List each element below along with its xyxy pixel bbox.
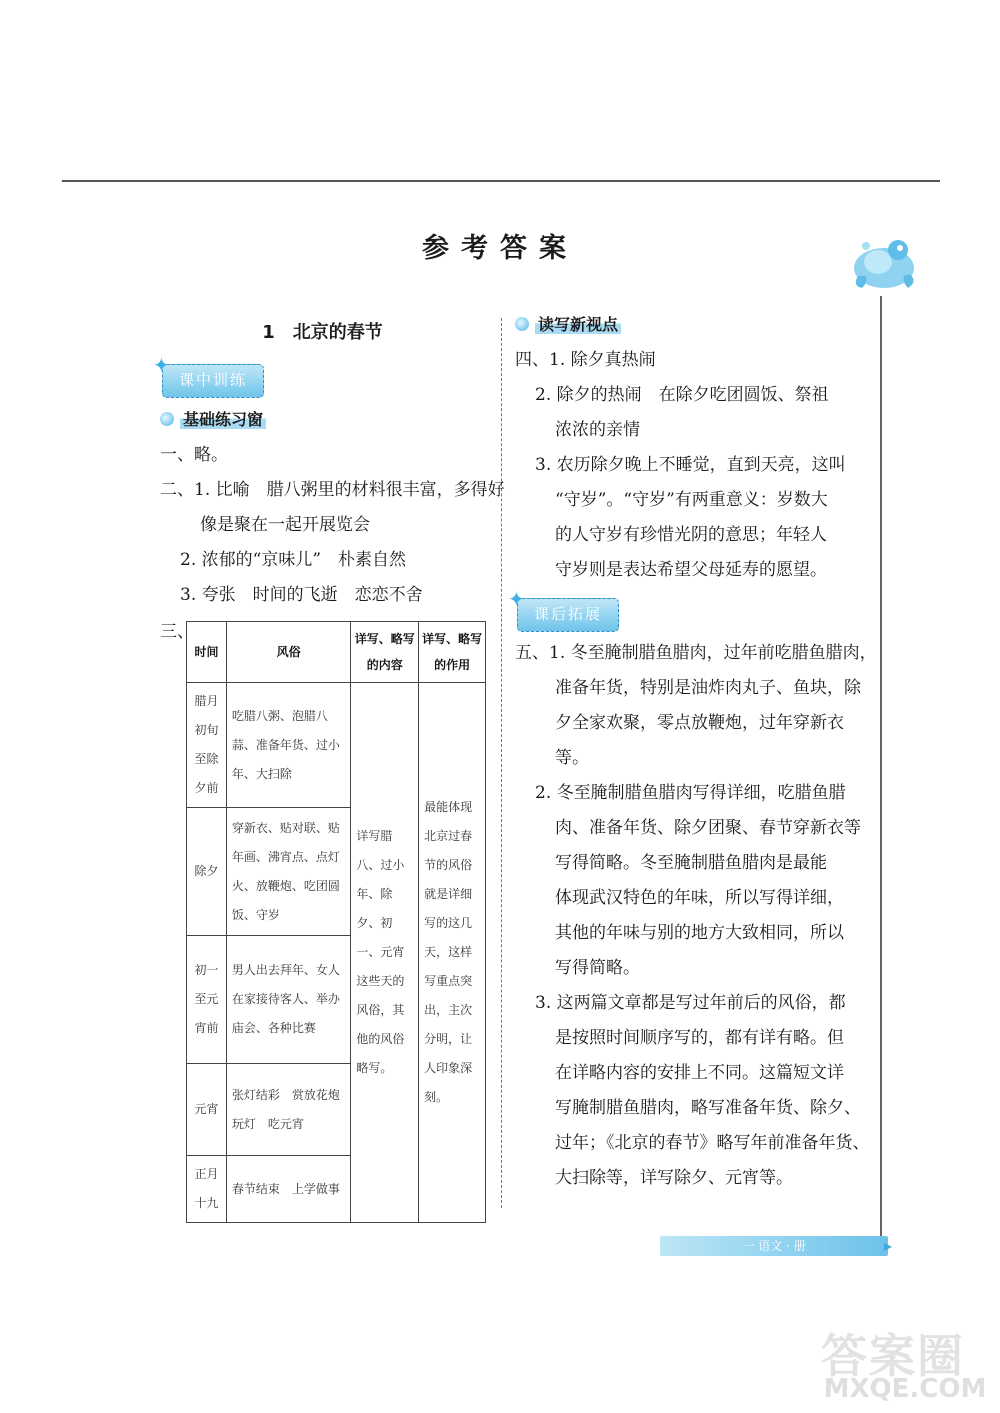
answer-line: 过年；《北京的春节》略写年前准备年货、 (555, 1133, 870, 1153)
answer-line: 写腌制腊鱼腊肉，略写准备年货、除夕、 (555, 1098, 861, 1118)
section-tag-label: 课后拓展 (534, 605, 603, 623)
right-column (508, 307, 877, 1196)
lesson-number: 1 (262, 322, 275, 343)
table-cell-time: 正月十九 (187, 1156, 227, 1223)
table-cell-custom: 男人出去拜年、女人在家接待客人、举办庙会、各种比赛 (226, 936, 350, 1064)
answer-line: 准备年货，特别是油炸肉丸子、鱼块，除 (555, 678, 861, 698)
watermark-url: MXQE.COM (823, 1374, 987, 1404)
table-cell-content: 详写腊八、过小年、除夕、初一、元宵这些天的风俗，其他的风俗略写。 (351, 683, 419, 1223)
lesson-name: 北京的春节 (292, 322, 383, 343)
answer-line: 写得简略。冬至腌制腊鱼腊肉是最能 (555, 853, 827, 873)
answer-line: 守岁则是表达希望父母延寿的愿望。 (555, 560, 827, 580)
table-row (187, 683, 486, 808)
mascot-icon (848, 232, 920, 294)
answer-line: 一、略。 (160, 445, 228, 465)
answer-line: 五、1. 冬至腌制腊鱼腊肉，过年前吃腊鱼腊肉， (515, 643, 877, 663)
page-title: 参考答案 (422, 233, 578, 264)
lesson-title (160, 314, 495, 354)
table-header-row (187, 622, 486, 683)
answer-line: 3. 这两篇文章都是写过年前后的风俗，都 (535, 993, 846, 1013)
table-cell-time: 除夕 (187, 808, 227, 936)
table-cell-custom: 吃腊八粥、泡腊八蒜、准备年货、过小年、大扫除 (226, 683, 350, 808)
answer-line: 写得简略。 (555, 958, 640, 978)
question-label: 三、 (160, 622, 194, 642)
watermark-text: 答案圈 (821, 1329, 965, 1383)
answer-line: 等。 (555, 748, 589, 768)
subhead-basic-practice: 基础练习窗 (160, 402, 495, 438)
table-header: 详写、略写的作用 (419, 622, 486, 683)
section-tag-after-class (508, 587, 619, 632)
answer-line: “守岁”。“守岁”有两重意义：岁数大 (555, 490, 828, 510)
table-cell-time: 初一至元宵前 (187, 936, 227, 1064)
answer-line: 二、1. 比喻 腊八粥里的材料很丰富，多得好 (160, 480, 505, 500)
table-header: 详写、略写的内容 (351, 622, 419, 683)
answer-line: 肉、准备年货、除夕团聚、春节穿新衣等 (555, 818, 861, 838)
answer-line: 夕全家欢聚，零点放鞭炮，过年穿新衣 (555, 713, 844, 733)
left-column (153, 314, 505, 1210)
subhead-reading-writing: 读写新视点 (515, 307, 860, 343)
answer-line: 3. 农历除夕晚上不睡觉，直到天亮，这叫 (535, 455, 846, 475)
answer-line: 2. 冬至腌制腊鱼腊肉写得详细，吃腊鱼腊 (535, 783, 846, 803)
chevron-right-icon: ▸ (884, 1236, 893, 1255)
answer-line: 四、1. 除夕真热闹 (515, 350, 656, 370)
answer-line: 在详略内容的安排上不同。这篇短文详 (555, 1063, 844, 1083)
answer-line: 2. 浓郁的“京味儿” 朴素自然 (180, 550, 407, 570)
table-cell-custom: 张灯结彩 赏放花炮 玩灯 吃元宵 (226, 1064, 350, 1156)
answer-line: 是按照时间顺序写的，都有详有略。但 (555, 1028, 844, 1048)
bullet-dot-icon (515, 317, 529, 331)
star-icon: ✦ (508, 587, 527, 611)
watermark (815, 1318, 995, 1410)
customs-table (186, 621, 486, 1223)
section-tag-label: 课中训练 (179, 371, 248, 389)
table-cell-custom: 穿新衣、贴对联、贴年画、沸宵点、点灯火、放鞭炮、吃团圆饭、守岁 (226, 808, 350, 936)
answer-line: 大扫除等，详写除夕、元宵等。 (555, 1168, 793, 1188)
answer-line: 像是聚在一起开展览会 (200, 515, 370, 535)
right-margin-line (880, 296, 882, 1236)
table-cell-time: 腊月初旬至除夕前 (187, 683, 227, 808)
table-header: 风俗 (226, 622, 350, 683)
footer-bar: 一 语文 · 册 (660, 1236, 888, 1256)
answer-line: 3. 夸张 时间的飞逝 恋恋不舍 (180, 585, 423, 605)
table-cell-custom: 春节结束 上学做事 (226, 1156, 350, 1223)
bullet-dot-icon (160, 412, 174, 426)
section-tag-in-class (153, 353, 264, 398)
star-icon: ✦ (153, 353, 172, 377)
table-cell-time: 元宵 (187, 1064, 227, 1156)
answer-line: 2. 除夕的热闹 在除夕吃团圆饭、祭祖 (535, 385, 829, 405)
answer-line: 浓浓的亲情 (555, 420, 640, 440)
answer-line: 其他的年味与别的地方大致相同，所以 (555, 923, 844, 943)
column-divider (501, 318, 502, 1208)
answer-line: 的人守岁有珍惜光阴的意思；年轻人 (555, 525, 827, 545)
answer-line: 体现武汉特色的年味，所以写得详细， (555, 888, 844, 908)
top-rule (62, 180, 940, 182)
table-cell-effect: 最能体现北京过春节的风俗就是详细写的这几天，这样写重点突出，主次分明，让人印象深刻。 (419, 683, 486, 1223)
table-header: 时间 (187, 622, 227, 683)
